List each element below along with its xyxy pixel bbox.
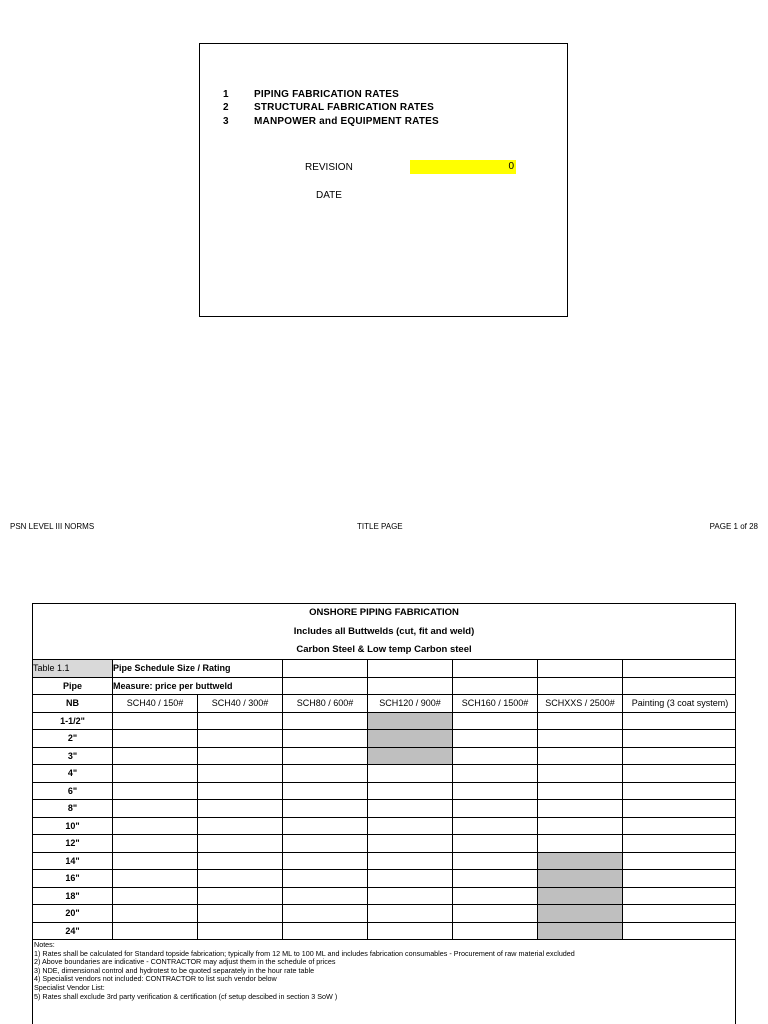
pipe-size-label: 14" [33,852,113,870]
rate-cell[interactable] [283,817,368,835]
rate-cell[interactable] [368,765,453,783]
piping-fabrication-table-block [32,603,736,1024]
table-row [33,922,737,940]
pipe-size-label: 10" [33,817,113,835]
rate-cell[interactable] [283,852,368,870]
toc-item-number: 3 [223,116,229,127]
rate-cell[interactable] [198,852,283,870]
rate-cell[interactable] [198,782,283,800]
pipe-size-label: 3" [33,747,113,765]
rate-cell[interactable] [283,870,368,888]
table-row [33,852,737,870]
rate-cell[interactable] [623,870,737,888]
toc-item-number: 2 [223,102,229,113]
rate-cell-not-applicable[interactable] [538,852,623,870]
note-line: 1) Rates shall be calculated for Standard topside fabrication; typically from 12 ML to 100 ML and includes fabrication consumables - Procurement of raw material excluded [34,948,575,958]
pipe-size-label: 18" [33,887,113,905]
rate-cell[interactable] [453,870,538,888]
rate-cell[interactable] [538,765,623,783]
toc-item-text: PIPING FABRICATION RATES [254,89,399,100]
pipe-size-label: 20" [33,905,113,923]
rate-cell[interactable] [368,800,453,818]
rate-cell[interactable] [368,852,453,870]
revision-value: 0 [410,160,516,174]
rate-cell[interactable] [538,800,623,818]
rate-cell[interactable] [283,800,368,818]
rate-cell[interactable] [623,712,737,730]
column-header: SCH160 / 1500# [453,695,538,713]
rate-cell[interactable] [538,730,623,748]
rate-cell[interactable] [113,765,198,783]
rate-cell[interactable] [538,835,623,853]
table-row [33,870,737,888]
rate-cell[interactable] [453,782,538,800]
pipe-label: Pipe [33,677,113,695]
rate-cell[interactable] [113,905,198,923]
rate-cell[interactable] [538,747,623,765]
rate-cell-not-applicable[interactable] [368,712,453,730]
rate-cell[interactable] [198,800,283,818]
rate-cell[interactable] [113,800,198,818]
rate-cell[interactable] [113,870,198,888]
rate-cell[interactable] [113,747,198,765]
footer-page-title: TITLE PAGE [357,522,403,531]
table-title: ONSHORE PIPING FABRICATION [309,607,459,618]
revision-label: REVISION [305,162,353,173]
table-id-cell: Table 1.1 [33,660,113,678]
rate-cell[interactable] [538,712,623,730]
column-header: Painting (3 coat system) [623,695,737,713]
rate-cell[interactable] [198,747,283,765]
rate-cell[interactable] [283,765,368,783]
column-header: SCH40 / 150# [113,695,198,713]
title-box [199,43,568,317]
pipe-size-label: 6" [33,782,113,800]
pipe-size-label: 1-1/2" [33,712,113,730]
rate-cell[interactable] [198,765,283,783]
table-row [33,817,737,835]
rate-cell[interactable] [453,852,538,870]
note-line: 3) NDE, dimensional control and hydrotest to be quoted separately in the hour rate table [34,965,315,975]
column-header: SCH80 / 600# [283,695,368,713]
rate-cell[interactable] [368,835,453,853]
rate-cell[interactable] [623,782,737,800]
table-row [33,782,737,800]
rate-cell[interactable] [623,817,737,835]
rate-cell-not-applicable[interactable] [368,747,453,765]
rate-cell[interactable] [453,712,538,730]
rate-cell[interactable] [538,782,623,800]
footer-page-number: PAGE 1 of 28 [709,522,758,531]
pipe-size-label: 4" [33,765,113,783]
rate-cell[interactable] [623,747,737,765]
table-row [33,887,737,905]
rate-cell[interactable] [283,835,368,853]
toc-item-text: MANPOWER and EQUIPMENT RATES [254,116,439,127]
rate-cell[interactable] [368,905,453,923]
table-row [33,835,737,853]
rate-cell[interactable] [113,887,198,905]
table-subtitle: Includes all Buttwelds (cut, fit and weld) [293,625,475,637]
table-row [33,765,737,783]
note-line: 2) Above boundaries are indicative - CONTRACTOR may adjust them in the schedule of prices [34,957,336,967]
rate-cell[interactable] [113,782,198,800]
notes-heading: Notes: [34,940,55,949]
rate-cell[interactable] [198,712,283,730]
rate-cell[interactable] [283,887,368,905]
rate-cell[interactable] [113,730,198,748]
rate-cell[interactable] [283,747,368,765]
rate-cell[interactable] [623,800,737,818]
pipe-size-label: 2" [33,730,113,748]
rate-cell-not-applicable[interactable] [538,870,623,888]
rate-cell[interactable] [113,922,198,940]
table-row [33,730,737,748]
rate-cell-not-applicable[interactable] [368,730,453,748]
rate-cell[interactable] [198,905,283,923]
rate-cell-not-applicable[interactable] [538,887,623,905]
rate-cell[interactable] [198,887,283,905]
rate-cell[interactable] [453,800,538,818]
rate-cell[interactable] [113,817,198,835]
nb-label: NB [33,695,113,713]
rate-cell[interactable] [283,905,368,923]
schedule-header: Pipe Schedule Size / Rating [113,660,283,678]
rate-cell[interactable] [198,730,283,748]
footer-document-name: PSN LEVEL III NORMS [10,522,95,531]
pipe-size-label: 24" [33,922,113,940]
note-line: 5) Rates shall exclude 3rd party verification & certification (cf setup descibed in section 3 SoW ) [34,991,338,1001]
rate-cell[interactable] [283,712,368,730]
rate-cell[interactable] [453,887,538,905]
rate-cell[interactable] [368,887,453,905]
toc-item-text: STRUCTURAL FABRICATION RATES [254,102,435,113]
rate-cell[interactable] [368,922,453,940]
rate-cell-not-applicable[interactable] [538,905,623,923]
rate-cell[interactable] [623,765,737,783]
rate-cell[interactable] [453,905,538,923]
rate-cell[interactable] [283,922,368,940]
measure-header: Measure: price per buttweld [113,677,283,695]
rate-cell[interactable] [198,922,283,940]
rate-cell[interactable] [113,712,198,730]
rate-cell[interactable] [113,852,198,870]
column-header: SCH120 / 900# [368,695,453,713]
rate-cell[interactable] [623,887,737,905]
table-row [33,800,737,818]
rate-cell[interactable] [198,817,283,835]
rate-cell[interactable] [198,835,283,853]
rate-cell[interactable] [623,905,737,923]
rates-table [32,659,736,940]
note-line: Specialist Vendor List: [34,982,105,992]
rate-cell[interactable] [368,817,453,835]
column-header: SCHXXS / 2500# [538,695,623,713]
rate-cell[interactable] [453,747,538,765]
table-row [33,905,737,923]
rate-cell[interactable] [368,782,453,800]
toc-item-number: 1 [223,89,229,100]
rate-cell[interactable] [368,870,453,888]
rate-cell[interactable] [623,835,737,853]
column-header: SCH40 / 300# [198,695,283,713]
pipe-size-label: 8" [33,800,113,818]
rate-cell[interactable] [113,835,198,853]
rate-cell[interactable] [623,852,737,870]
rate-cell[interactable] [623,730,737,748]
pipe-size-label: 12" [33,835,113,853]
table-row [33,747,737,765]
rate-cell[interactable] [453,835,538,853]
rate-cell[interactable] [198,870,283,888]
pipe-size-label: 16" [33,870,113,888]
note-line: 4) Specialist vendors not included: CONTRACTOR to list such vendor below [34,974,277,984]
rate-cell[interactable] [453,922,538,940]
table-row [33,712,737,730]
rate-cell[interactable] [623,922,737,940]
rate-cell[interactable] [453,765,538,783]
table-subtitle: Carbon Steel & Low temp Carbon steel [296,644,472,655]
rate-cell[interactable] [283,782,368,800]
rate-cell-not-applicable[interactable] [538,922,623,940]
rate-cell[interactable] [453,730,538,748]
rate-cell[interactable] [283,730,368,748]
rate-cell[interactable] [538,817,623,835]
rate-cell[interactable] [453,817,538,835]
notes-block [33,941,736,1001]
date-label: DATE [316,190,342,201]
